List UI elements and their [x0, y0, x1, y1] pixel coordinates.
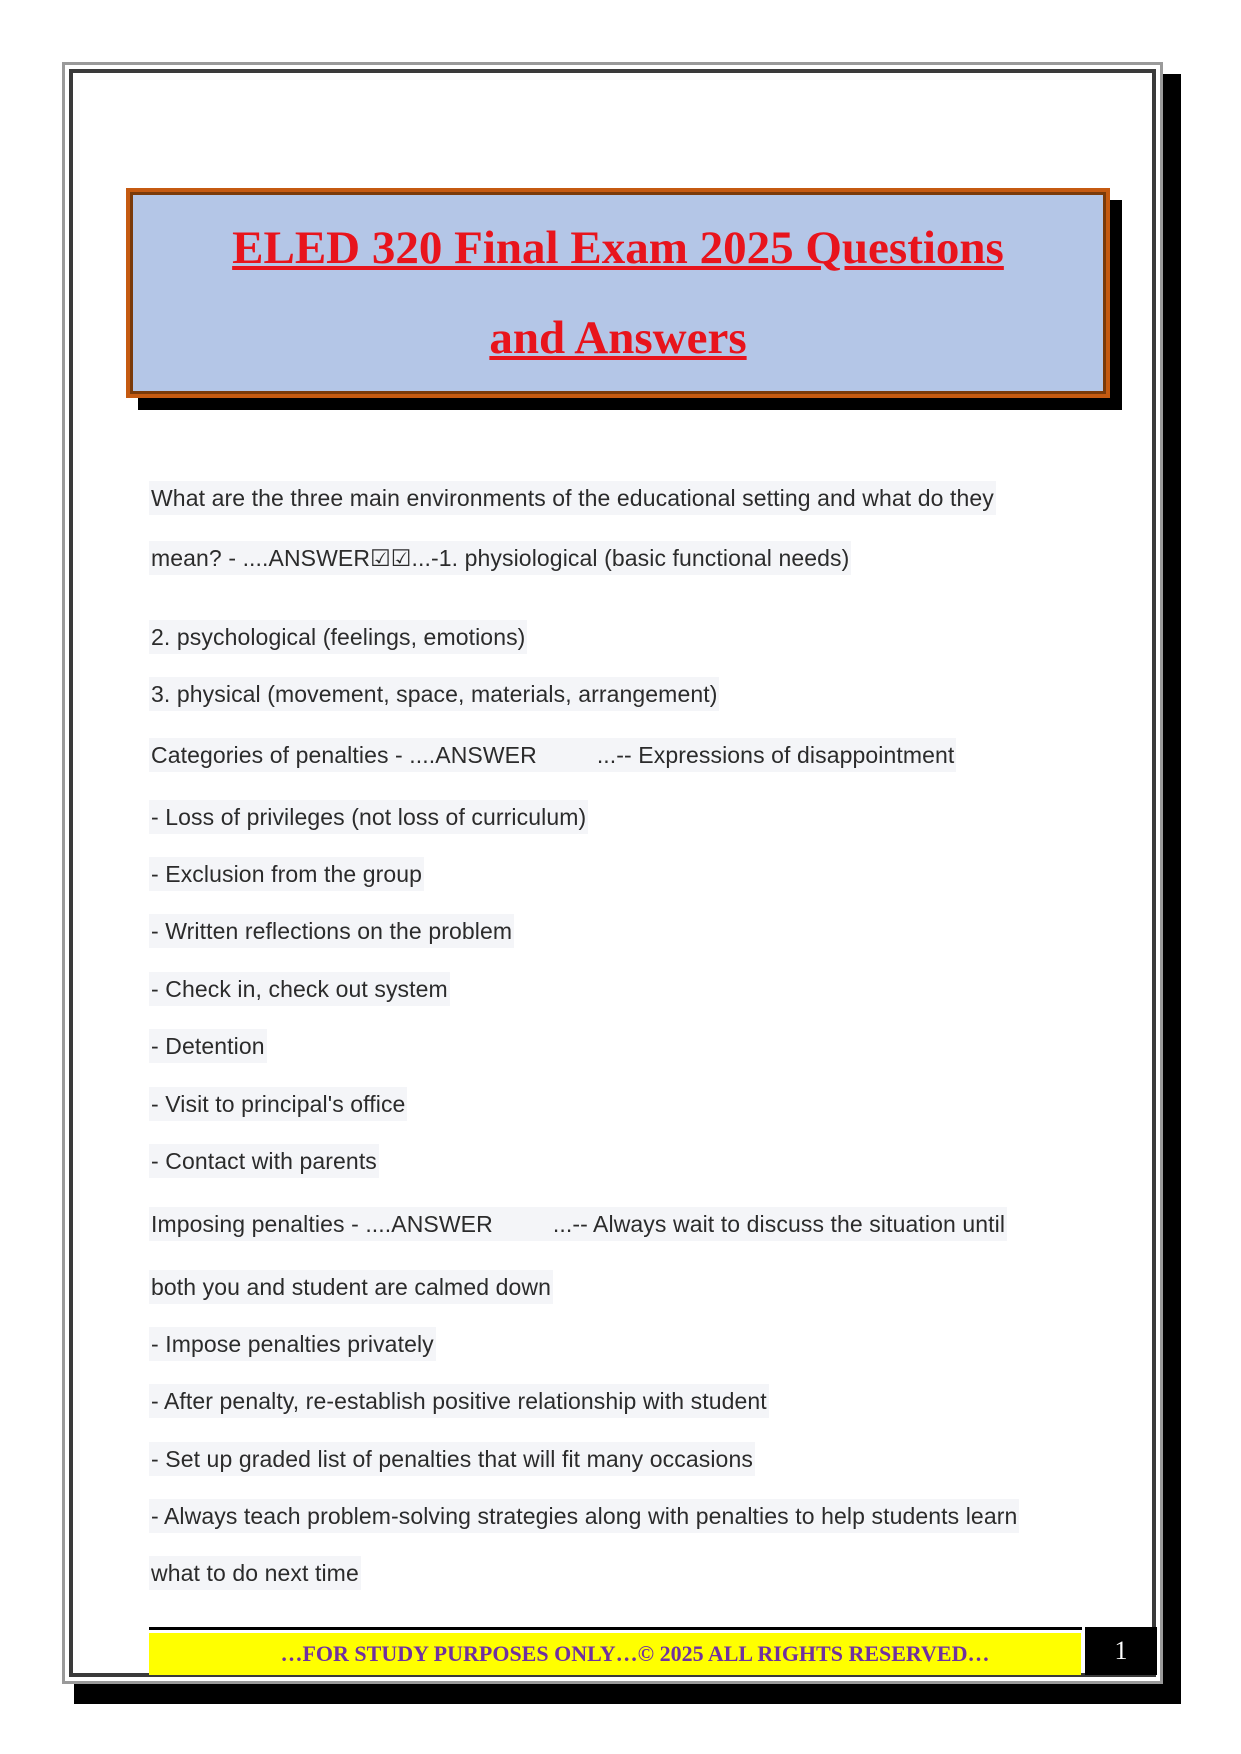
list-item: - Always teach problem-solving strategies along with penalties to help students learn [149, 1499, 1019, 1533]
list-item: - Contact with parents [149, 1144, 379, 1178]
answer-line: 2. psychological (feelings, emotions) [149, 620, 527, 654]
footer-rule [149, 1627, 1082, 1630]
list-item: what to do next time [149, 1556, 361, 1590]
question-line-imposing [149, 1207, 1007, 1241]
list-item: - Exclusion from the group [149, 857, 424, 891]
question-text: Categories of penalties - ....ANSWER [151, 742, 537, 768]
question-line: What are the three main environments of the educational setting and what do they [149, 481, 996, 515]
question-line-categories [149, 738, 956, 772]
title-line-1: ELED 320 Final Exam 2025 Questions [232, 222, 1004, 274]
answer-text: ...-- Always wait to discuss the situation until [552, 1211, 1006, 1237]
answer-line: 3. physical (movement, space, materials, arrangement) [149, 677, 719, 711]
page-number: 1 [1114, 1636, 1128, 1665]
list-item: - Loss of privileges (not loss of curriculum) [149, 800, 588, 834]
answer-line: mean? - ....ANSWER☑☑...-1. physiological (basic functional needs) [149, 541, 851, 575]
answer-line: both you and student are calmed down [149, 1270, 553, 1304]
title-line-2: and Answers [489, 312, 747, 364]
list-item: - Visit to principal's office [149, 1087, 407, 1121]
list-item: - Detention [149, 1029, 267, 1063]
question-text: Imposing penalties - ....ANSWER [151, 1211, 493, 1237]
list-item: - Set up graded list of penalties that will fit many occasions [149, 1442, 755, 1476]
list-item: - After penalty, re-establish positive relationship with student [149, 1384, 769, 1418]
title-box [126, 188, 1110, 398]
footer-bar [149, 1633, 1081, 1675]
list-item: - Impose penalties privately [149, 1327, 436, 1361]
list-item: - Written reflections on the problem [149, 914, 514, 948]
footer-text: …FOR STUDY PURPOSES ONLY…© 2025 ALL RIGHTS RESERVED… [280, 1641, 990, 1666]
page-number-box [1085, 1627, 1157, 1675]
list-item: - Check in, check out system [149, 972, 450, 1006]
answer-text: ...-- Expressions of disappointment [596, 742, 955, 768]
